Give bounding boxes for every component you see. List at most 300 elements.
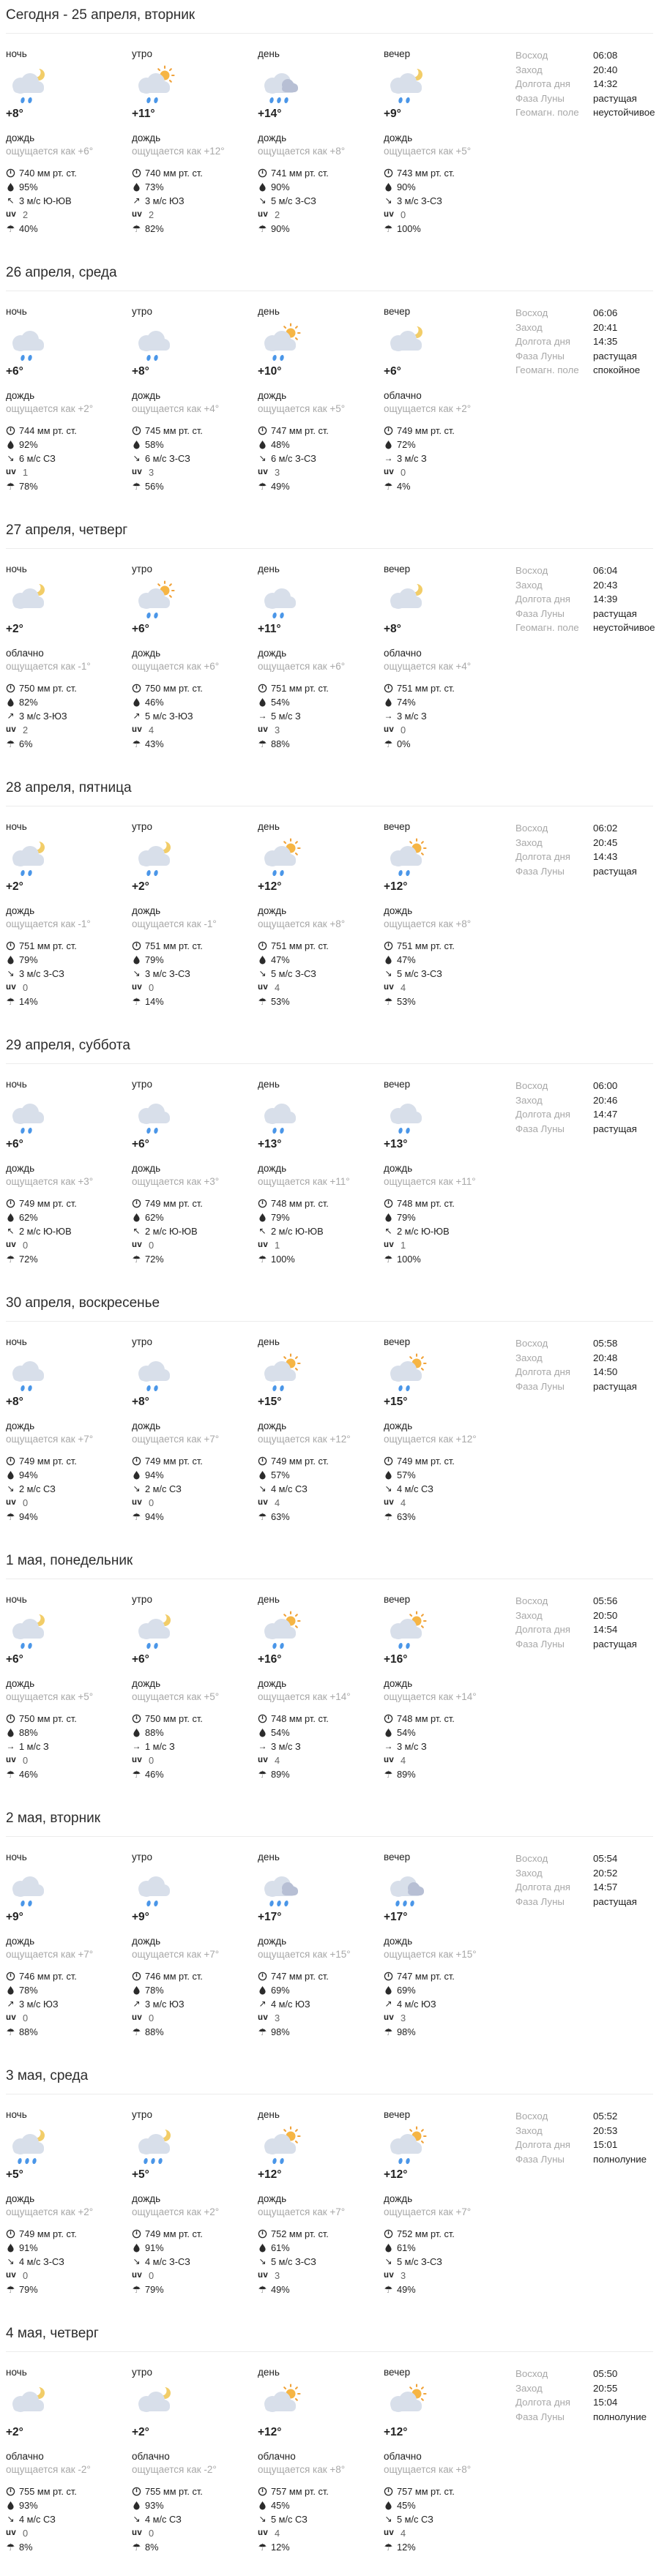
day-section	[0, 2318, 659, 2576]
umbrella-icon: ☂	[258, 223, 267, 234]
precip-row	[132, 2025, 258, 2039]
pressure-value: 749 мм рт. ст.	[19, 2228, 77, 2239]
uv-row	[258, 1238, 384, 1252]
uv-value: 0	[23, 1240, 29, 1251]
rain-heavy-weather-icon	[258, 65, 302, 105]
astro-label: Долгота дня	[515, 336, 571, 347]
humidity-value: 54%	[271, 697, 290, 708]
part-label: день	[258, 1336, 280, 1347]
uv-icon: uv	[384, 2528, 395, 2537]
temperature: +5°	[132, 2168, 149, 2181]
part-details	[258, 939, 384, 1008]
rain-weather-icon	[132, 1868, 176, 1908]
temperature: +13°	[384, 1138, 408, 1150]
uv-value: 4	[401, 1755, 406, 1766]
pressure-row	[258, 1712, 384, 1726]
rain-moon-weather-icon	[6, 838, 50, 877]
uv-icon: uv	[384, 725, 395, 734]
humidity-drop-icon	[258, 1985, 267, 1995]
rain-weather-icon	[6, 1868, 50, 1908]
feels-like: ощущается как +4°	[132, 402, 220, 414]
pressure-value: 751 мм рт. ст.	[145, 940, 203, 951]
temperature: +9°	[132, 1911, 149, 1923]
astro-value: растущая	[593, 1123, 637, 1134]
humidity-row	[258, 1726, 384, 1740]
humidity-row	[258, 2498, 384, 2512]
humidity-row	[132, 953, 258, 967]
precip-row	[6, 1510, 132, 1524]
umbrella-icon: ☂	[384, 2026, 393, 2037]
humidity-value: 93%	[145, 2500, 164, 2511]
astro-value: 15:01	[593, 2139, 618, 2150]
humidity-drop-icon	[384, 1470, 393, 1480]
precip-row	[258, 1252, 384, 1266]
astro-value: 14:54	[593, 1624, 618, 1635]
temperature: +8°	[6, 1396, 23, 1408]
rain-sun-weather-icon	[258, 1353, 302, 1393]
precip-row	[384, 2283, 510, 2296]
uv-value: 3	[149, 467, 154, 478]
feels-like: ощущается как +14°	[258, 1690, 351, 1702]
wind-value: 3 м/с ЮЗ	[145, 1999, 185, 2010]
astro-label: Заход	[515, 579, 543, 591]
condition: дождь	[258, 390, 287, 401]
astro-value: 05:56	[593, 1595, 618, 1606]
uv-value: 4	[149, 724, 154, 735]
day-body	[6, 2367, 653, 2554]
part-details	[384, 424, 510, 493]
part-label: ночь	[6, 306, 27, 317]
precip-row	[384, 995, 510, 1008]
humidity-value: 95%	[19, 181, 38, 192]
condition: дождь	[132, 1420, 161, 1431]
feels-like: ощущается как +15°	[258, 1948, 351, 1960]
condition: облачно	[132, 2451, 170, 2462]
uv-row	[6, 208, 132, 222]
feels-like: ощущается как +3°	[6, 1175, 94, 1187]
humidity-drop-icon	[132, 1728, 141, 1737]
precip-value: 56%	[145, 481, 164, 492]
day-body	[6, 48, 653, 236]
astro-row	[515, 1365, 637, 1379]
astro-value: 20:46	[593, 1094, 618, 1106]
humidity-row	[132, 180, 258, 194]
astro-label: Восход	[515, 50, 548, 61]
umbrella-icon: ☂	[6, 1254, 15, 1265]
cloud-sun-weather-icon	[384, 2384, 428, 2423]
temperature: +15°	[258, 1396, 282, 1408]
humidity-drop-icon	[6, 2243, 15, 2253]
humidity-drop-icon	[384, 955, 393, 965]
wind-row	[384, 2512, 510, 2526]
humidity-row	[6, 438, 132, 452]
feels-like: ощущается как +5°	[258, 402, 346, 414]
precip-row	[132, 737, 258, 751]
humidity-drop-icon	[132, 1985, 141, 1995]
humidity-value: 93%	[19, 2500, 38, 2511]
umbrella-icon: ☂	[6, 223, 15, 234]
part-label: утро	[132, 1594, 152, 1605]
wind-row	[6, 1740, 132, 1753]
humidity-drop-icon	[132, 182, 141, 192]
astro-row	[515, 1866, 637, 1881]
pressure-gauge-icon	[384, 1199, 393, 1208]
pressure-gauge-icon	[132, 168, 141, 178]
humidity-row	[384, 1983, 510, 1997]
uv-value: 3	[401, 2270, 406, 2281]
day-title: 4 мая, четверг	[6, 2326, 99, 2341]
precip-value: 14%	[145, 996, 164, 1007]
pressure-row	[132, 1969, 258, 1983]
wind-direction-icon: ↗	[7, 711, 15, 721]
wind-row	[6, 2255, 132, 2269]
precip-row	[258, 1510, 384, 1524]
uv-icon: uv	[132, 1756, 143, 1764]
astro-row	[515, 321, 640, 335]
humidity-drop-icon	[132, 955, 141, 965]
humidity-row	[132, 1726, 258, 1740]
part-details	[132, 424, 258, 493]
precip-row	[132, 1252, 258, 1266]
precip-row	[6, 1767, 132, 1781]
astro-label: Заход	[515, 836, 543, 848]
feels-like: ощущается как +11°	[384, 1175, 476, 1187]
feels-like: ощущается как +14°	[384, 1690, 477, 1702]
rain-weather-icon	[132, 1096, 176, 1135]
wind-direction-icon: →	[384, 1741, 393, 1751]
part-details	[6, 1969, 132, 2039]
feels-like: ощущается как +2°	[384, 402, 472, 414]
wind-value: 4 м/с З-СЗ	[145, 2256, 190, 2267]
humidity-value: 90%	[397, 181, 416, 192]
uv-row	[132, 1238, 258, 1252]
astro-label: Фаза Луны	[515, 1380, 565, 1392]
day-part	[132, 1336, 258, 1524]
humidity-row	[384, 2498, 510, 2512]
uv-row	[384, 2011, 510, 2025]
pressure-gauge-icon	[132, 2229, 141, 2239]
pressure-gauge-icon	[6, 2229, 15, 2239]
astro-label: Фаза Луны	[515, 2411, 565, 2422]
astro-value: 06:02	[593, 823, 618, 834]
umbrella-icon: ☂	[384, 481, 393, 492]
humidity-value: 82%	[19, 697, 38, 708]
uv-value: 0	[149, 1240, 154, 1251]
condition: дождь	[6, 1420, 35, 1431]
part-label: вечер	[384, 1852, 411, 1862]
part-label: день	[258, 306, 280, 317]
rain-sun-weather-icon	[384, 2126, 428, 2165]
humidity-row	[132, 2241, 258, 2255]
precip-row	[258, 2025, 384, 2039]
wind-row	[6, 452, 132, 465]
umbrella-icon: ☂	[132, 1769, 141, 1780]
pressure-value: 741 мм рт. ст.	[271, 168, 329, 179]
part-label: вечер	[384, 2367, 411, 2378]
uv-row	[258, 1753, 384, 1767]
uv-icon: uv	[132, 983, 143, 992]
umbrella-icon: ☂	[6, 2542, 15, 2553]
humidity-drop-icon	[132, 2243, 141, 2253]
humidity-row	[132, 695, 258, 709]
astro-row	[515, 850, 637, 864]
pressure-row	[6, 681, 132, 695]
day-title: 27 апреля, четверг	[6, 523, 128, 538]
astro-label: Фаза Луны	[515, 1895, 565, 1907]
uv-icon: uv	[132, 210, 143, 219]
pressure-value: 749 мм рт. ст.	[145, 1198, 203, 1209]
pressure-value: 750 мм рт. ст.	[19, 683, 77, 694]
wind-direction-icon: ↖	[7, 195, 15, 206]
part-details	[384, 1712, 510, 1781]
uv-row	[258, 2011, 384, 2025]
astro-label: Заход	[515, 1609, 543, 1621]
uv-row	[258, 465, 384, 479]
day-parts	[6, 2109, 510, 2296]
pressure-gauge-icon	[6, 426, 15, 435]
feels-like: ощущается как +12°	[258, 1433, 351, 1445]
temperature: +12°	[258, 2168, 282, 2181]
uv-value: 3	[275, 724, 280, 735]
humidity-drop-icon	[258, 697, 267, 707]
pressure-row	[384, 1969, 510, 1983]
part-label: ночь	[6, 1336, 27, 1347]
wind-direction-icon: ↗	[133, 711, 141, 721]
feels-like: ощущается как +8°	[384, 2463, 472, 2475]
rain-sun-weather-icon	[132, 580, 176, 620]
temperature: +5°	[6, 2168, 23, 2181]
feels-like: ощущается как +3°	[132, 1175, 220, 1187]
wind-direction-icon: →	[258, 711, 267, 721]
humidity-drop-icon	[6, 697, 15, 707]
part-label: утро	[132, 1336, 152, 1347]
rain-heavy-weather-icon	[384, 1868, 428, 1908]
umbrella-icon: ☂	[6, 738, 15, 749]
day-part	[132, 2367, 258, 2554]
umbrella-icon: ☂	[132, 1511, 141, 1522]
pressure-gauge-icon	[132, 426, 141, 435]
part-label: ночь	[6, 1852, 27, 1862]
precip-value: 98%	[271, 2026, 290, 2037]
part-details	[6, 424, 132, 493]
condition: дождь	[258, 648, 287, 659]
feels-like: ощущается как +11°	[258, 1175, 350, 1187]
humidity-row	[384, 180, 510, 194]
condition: дождь	[258, 1163, 287, 1174]
divider	[6, 1063, 653, 1064]
uv-row	[384, 465, 510, 479]
temperature: +14°	[258, 108, 282, 120]
part-label: вечер	[384, 821, 411, 832]
part-details	[6, 1454, 132, 1524]
precip-value: 78%	[19, 481, 38, 492]
astro-value: 20:55	[593, 2382, 618, 2394]
precip-row	[258, 737, 384, 751]
part-details	[132, 166, 258, 236]
pressure-value: 749 мм рт. ст.	[145, 2228, 203, 2239]
astro-label: Геомагн. поле	[515, 364, 579, 375]
astro-row	[515, 1107, 637, 1122]
umbrella-icon: ☂	[6, 1769, 15, 1780]
pressure-value: 749 мм рт. ст.	[19, 1456, 77, 1467]
astro-label: Заход	[515, 2124, 543, 2136]
feels-like: ощущается как +7°	[132, 1948, 220, 1960]
astro-value: растущая	[593, 865, 637, 877]
uv-value: 0	[149, 1755, 154, 1766]
uv-icon: uv	[6, 2528, 17, 2537]
precip-value: 8%	[19, 2542, 33, 2553]
part-label: вечер	[384, 1079, 411, 1090]
humidity-drop-icon	[384, 1213, 393, 1222]
feels-like: ощущается как +2°	[6, 402, 94, 414]
astro-row	[515, 578, 655, 593]
uv-icon: uv	[258, 1240, 269, 1249]
humidity-row	[384, 1468, 510, 1482]
condition: дождь	[6, 905, 35, 916]
humidity-drop-icon	[6, 955, 15, 965]
umbrella-icon: ☂	[258, 738, 267, 749]
umbrella-icon: ☂	[6, 481, 15, 492]
wind-direction-icon: ↘	[133, 2256, 141, 2266]
uv-icon: uv	[6, 1240, 17, 1249]
rain-sun-weather-icon	[384, 1353, 428, 1393]
astro-label: Заход	[515, 2382, 543, 2394]
wind-row	[384, 967, 510, 981]
precip-value: 89%	[271, 1769, 290, 1780]
uv-icon: uv	[258, 725, 269, 734]
astro-value: 20:53	[593, 2124, 618, 2136]
uv-value: 0	[23, 1755, 29, 1766]
astro-row	[515, 63, 655, 78]
wind-value: 4 м/с СЗ	[397, 1483, 433, 1494]
day-part	[258, 821, 384, 1008]
precip-value: 46%	[19, 1769, 38, 1780]
part-details	[258, 1712, 384, 1781]
astro-row	[515, 864, 637, 879]
humidity-value: 69%	[397, 1985, 416, 1996]
pressure-value: 740 мм рт. ст.	[145, 168, 203, 179]
pressure-value: 747 мм рт. ст.	[397, 1971, 455, 1982]
wind-value: 3 м/с З-ЮЗ	[19, 711, 67, 722]
uv-row	[132, 1496, 258, 1510]
day-part	[384, 564, 510, 751]
astro-row	[515, 621, 655, 635]
humidity-value: 62%	[19, 1212, 38, 1223]
pressure-gauge-icon	[132, 1714, 141, 1723]
astro-panel	[515, 1594, 637, 1651]
wind-direction-icon: ↖	[7, 1226, 15, 1236]
part-details	[6, 1712, 132, 1781]
astro-panel	[515, 306, 640, 378]
uv-row	[132, 723, 258, 737]
temperature: +6°	[6, 1653, 23, 1666]
wind-value: 5 м/с З-СЗ	[397, 2256, 442, 2267]
uv-row	[132, 1753, 258, 1767]
umbrella-icon: ☂	[132, 2284, 141, 2295]
pressure-value: 748 мм рт. ст.	[271, 1713, 329, 1724]
precip-value: 63%	[271, 1511, 290, 1522]
astro-value: неустойчивое	[593, 622, 655, 633]
astro-label: Долгота дня	[515, 1109, 571, 1120]
wind-direction-icon: ↘	[258, 968, 267, 978]
uv-icon: uv	[384, 2271, 395, 2280]
uv-row	[384, 1753, 510, 1767]
astro-value: растущая	[593, 350, 637, 362]
astro-value: растущая	[593, 1380, 637, 1392]
part-label: утро	[132, 2109, 152, 2120]
umbrella-icon: ☂	[132, 2026, 141, 2037]
astro-label: Долгота дня	[515, 1882, 571, 1892]
part-label: вечер	[384, 48, 411, 59]
wind-direction-icon: ↘	[7, 968, 15, 978]
wind-row	[6, 709, 132, 723]
pressure-row	[384, 681, 510, 695]
rain-weather-icon	[132, 323, 176, 362]
wind-value: 5 м/с З-СЗ	[271, 195, 316, 206]
wind-direction-icon: ↗	[384, 1999, 392, 2009]
humidity-value: 78%	[19, 1985, 38, 1996]
umbrella-icon: ☂	[384, 1769, 393, 1780]
humidity-value: 45%	[397, 2500, 416, 2511]
humidity-value: 94%	[19, 1469, 38, 1480]
part-details	[384, 1454, 510, 1524]
uv-row	[132, 981, 258, 995]
wind-direction-icon: ↗	[133, 195, 141, 206]
condition: облачно	[384, 648, 422, 659]
part-details	[6, 1197, 132, 1266]
pressure-row	[258, 1197, 384, 1210]
astro-row	[515, 1379, 637, 1394]
precip-value: 6%	[19, 738, 33, 749]
rain-sun-weather-icon	[384, 838, 428, 877]
pressure-gauge-icon	[384, 684, 393, 693]
wind-row	[132, 1482, 258, 1496]
wind-row	[132, 194, 258, 208]
astro-panel	[515, 2109, 647, 2166]
uv-row	[384, 1238, 510, 1252]
day-body	[6, 306, 653, 493]
uv-icon: uv	[384, 983, 395, 992]
precip-row	[132, 1767, 258, 1781]
temperature: +6°	[132, 1138, 149, 1150]
feels-like: ощущается как +7°	[6, 1948, 94, 1960]
feels-like: ощущается как +7°	[258, 2206, 346, 2217]
humidity-drop-icon	[132, 2501, 141, 2510]
wind-direction-icon: →	[132, 1741, 141, 1751]
wind-direction-icon: ↘	[7, 2514, 15, 2524]
wind-row	[258, 2512, 384, 2526]
humidity-drop-icon	[384, 182, 393, 192]
part-label: вечер	[384, 1336, 411, 1347]
uv-icon: uv	[384, 1756, 395, 1764]
humidity-value: 90%	[271, 181, 290, 192]
condition: облачно	[384, 390, 422, 401]
condition: дождь	[6, 132, 35, 143]
wind-value: 3 м/с З-СЗ	[19, 968, 64, 979]
part-details	[132, 2485, 258, 2554]
humidity-value: 79%	[397, 1212, 416, 1223]
wind-value: 4 м/с ЮЗ	[271, 1999, 310, 2010]
temperature: +6°	[132, 1653, 149, 1666]
astro-value: 20:43	[593, 579, 618, 591]
humidity-value: 58%	[145, 439, 164, 450]
wind-row	[6, 194, 132, 208]
pressure-row	[384, 939, 510, 953]
rain3-moon-weather-icon	[132, 2126, 176, 2165]
wind-value: 1 м/с З	[19, 1741, 49, 1752]
wind-value: 2 м/с СЗ	[145, 1483, 182, 1494]
uv-icon: uv	[384, 468, 395, 476]
